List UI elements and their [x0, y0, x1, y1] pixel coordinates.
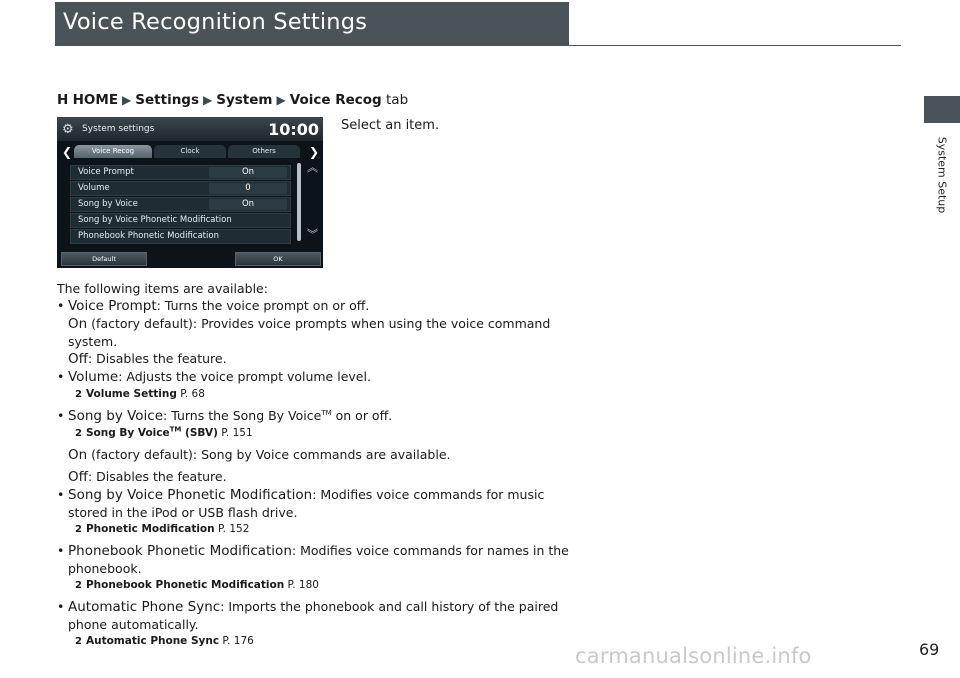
- term: Automatic Phone Sync: [68, 599, 221, 615]
- term: Off: [68, 469, 88, 485]
- section-label: System Setup: [935, 136, 949, 214]
- chevron-left-icon[interactable]: ❮: [62, 145, 73, 159]
- intro-text: The following items are available:: [57, 281, 268, 296]
- description: : Modifies voice commands for music stored in the iPod or USB flash drive.: [68, 487, 545, 520]
- description: : Disables the feature.: [87, 351, 227, 366]
- double-chevron-down-icon[interactable]: ︾: [307, 228, 318, 241]
- reference-icon: 2: [75, 524, 82, 535]
- settings-screenshot: [57, 117, 323, 268]
- option-on: [57, 315, 577, 350]
- term: Song by Voice: [68, 408, 164, 424]
- arrow-right-icon: ▶: [203, 93, 213, 107]
- reference-title-suffix: (SBV): [181, 427, 218, 439]
- page-title: Voice Recognition Settings: [63, 9, 368, 35]
- chevron-right-icon[interactable]: ❯: [309, 145, 320, 159]
- reference-icon: 2: [75, 389, 82, 400]
- ok-button[interactable]: OK: [235, 252, 321, 266]
- reference-title: Phonetic Modification: [85, 523, 215, 535]
- description: : Imports the phonebook and call history of the paired phone automatically.: [68, 599, 559, 632]
- watermark: carmanualsonline.info: [575, 644, 812, 668]
- double-chevron-up-icon[interactable]: ︽: [307, 161, 318, 174]
- tab-clock[interactable]: Clock: [154, 145, 226, 158]
- cross-reference[interactable]: [75, 521, 577, 538]
- option-off: [57, 468, 577, 486]
- instruction-text: Select an item.: [341, 118, 440, 133]
- row-value: 0: [209, 183, 287, 194]
- reference-title: Volume Setting: [85, 388, 177, 400]
- arrow-right-icon: ▶: [276, 93, 286, 107]
- description: : Modifies voice commands for names in the phonebook.: [68, 543, 569, 576]
- breadcrumb-voice-recog: Voice Recog: [289, 92, 382, 108]
- description: : Turns the voice prompt on or off.: [156, 298, 370, 313]
- item-list: [57, 280, 577, 650]
- description: (factory default): Song by Voice commands are available.: [87, 447, 451, 462]
- breadcrumb-system: System: [216, 92, 273, 108]
- breadcrumb: [57, 92, 408, 108]
- reference-page: P. 152: [217, 523, 250, 535]
- row-song-phonetic[interactable]: [70, 213, 291, 228]
- title-rule: [569, 45, 901, 46]
- screen-title: System settings: [82, 124, 155, 134]
- reference-page: P. 176: [222, 635, 254, 647]
- row-label: Volume: [78, 183, 110, 193]
- title-bar: [55, 2, 569, 46]
- row-label: Phonebook Phonetic Modification: [78, 231, 219, 241]
- page-number: 69: [919, 640, 940, 659]
- breadcrumb-settings: Settings: [135, 92, 200, 108]
- section-tab: [924, 96, 960, 123]
- reference-page: P. 68: [180, 388, 205, 400]
- cross-reference[interactable]: [75, 386, 577, 403]
- list-item-phonebook-phonetic: [57, 542, 577, 577]
- list-item-song-phonetic: [57, 486, 577, 521]
- row-label: Voice Prompt: [78, 167, 134, 177]
- reference-page: P. 180: [287, 579, 319, 591]
- tab-voice-recog[interactable]: Voice Recog: [74, 145, 152, 158]
- row-song-by-voice[interactable]: [70, 197, 291, 212]
- list-item-auto-sync: [57, 598, 577, 633]
- reference-icon: 2: [75, 636, 82, 647]
- row-label: Song by Voice Phonetic Modification: [78, 215, 232, 225]
- row-value: On: [209, 167, 287, 178]
- arrow-right-icon: ▶: [122, 93, 132, 107]
- reference-page: P. 151: [221, 427, 253, 439]
- reference-icon: 2: [75, 580, 82, 591]
- description: : Disables the feature.: [87, 469, 227, 484]
- term: On: [68, 447, 88, 463]
- option-off: [57, 350, 577, 368]
- cross-reference[interactable]: [75, 425, 577, 442]
- term: Song by Voice Phonetic Modification: [68, 487, 313, 503]
- reference-icon: 2: [75, 428, 82, 439]
- row-label: Song by Voice: [78, 199, 138, 209]
- term: Off: [68, 351, 88, 367]
- row-phonebook-phonetic[interactable]: [70, 229, 291, 244]
- reference-title: Automatic Phone Sync: [85, 635, 220, 647]
- trademark: TM: [321, 408, 332, 417]
- row-voice-prompt[interactable]: [70, 165, 291, 180]
- tab-others[interactable]: Others: [228, 145, 300, 158]
- description: on or off.: [331, 408, 393, 423]
- list-item-volume: [57, 368, 577, 386]
- screen-clock: 10:00: [268, 120, 319, 139]
- default-button[interactable]: Default: [61, 252, 147, 266]
- cross-reference[interactable]: [75, 633, 577, 650]
- list-item-voice-prompt: [57, 297, 577, 315]
- scrollbar[interactable]: [297, 163, 301, 241]
- term: Phonebook Phonetic Modification: [68, 543, 292, 559]
- description: : Turns the Song By Voice: [163, 408, 322, 423]
- home-icon: H: [57, 92, 69, 108]
- description: (factory default): Provides voice prompts when using the voice command system.: [68, 316, 551, 349]
- term: Volume: [68, 369, 119, 385]
- breadcrumb-home: HOME: [72, 92, 119, 108]
- breadcrumb-suffix: tab: [386, 92, 409, 108]
- term: Voice Prompt: [68, 298, 157, 314]
- cross-reference[interactable]: [75, 577, 577, 594]
- term: On: [68, 316, 88, 332]
- row-value: On: [209, 199, 287, 210]
- reference-title: Phonebook Phonetic Modification: [85, 579, 285, 591]
- gear-icon: ⚙: [62, 122, 74, 137]
- trademark: TM: [169, 425, 182, 434]
- option-on: [57, 446, 577, 464]
- row-volume[interactable]: [70, 181, 291, 196]
- description: : Adjusts the voice prompt volume level.: [118, 369, 371, 384]
- reference-title: Song By Voice: [85, 427, 170, 439]
- list-item-song-by-voice: [57, 407, 577, 425]
